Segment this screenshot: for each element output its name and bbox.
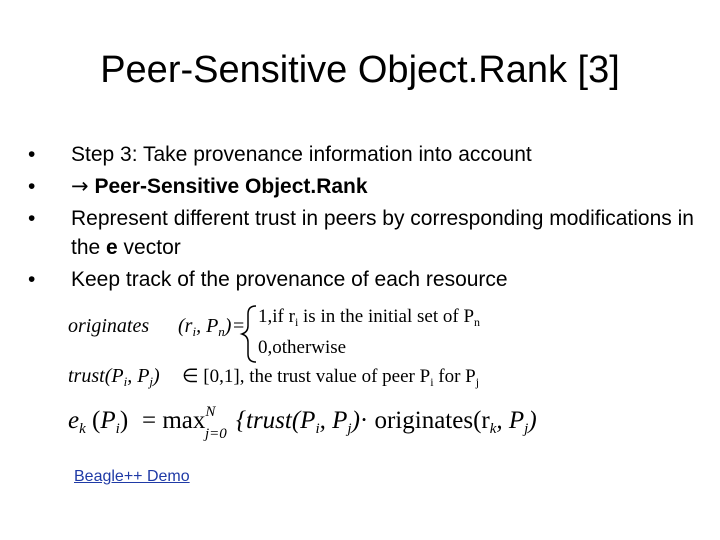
case-one: 1,if $r_i$ is in the initial set of $P_n$ [258, 306, 481, 329]
bullet-keep-track [28, 265, 708, 294]
bullet-text: Peer-Sensitive Object.Rank [94, 175, 368, 198]
bullet-text: Represent different trust in peers by corresponding modifications in the [71, 207, 694, 259]
trust-definition: ∈ [0,1], the trust value of peer $P_i$ for $P_j$ [182, 366, 480, 389]
ek-body: {$trust(P_i$, $P_j)\cdot$ $originates(r_k$, $P_j$) [236, 407, 537, 437]
bullet-list [28, 140, 708, 297]
bullet-text: Step 3: Take provenance information into account [71, 143, 532, 166]
equals-sign: = [233, 315, 245, 337]
trust-formula [68, 365, 479, 389]
originates-formula [68, 306, 480, 362]
originates-label: originates [68, 315, 150, 337]
slide-title: Peer-Sensitive Object.Rank [3] [100, 49, 620, 91]
case-two: 0,otherwise [258, 337, 347, 358]
bullet-text: Keep track of the provenance of each resource [71, 268, 508, 291]
originates-args: ($r_i$, $P_n$) [178, 315, 232, 339]
bullet-step-3 [28, 140, 708, 169]
beagle-demo-link[interactable]: Beagle++ Demo [74, 468, 190, 485]
arrow-right-icon: → [71, 174, 89, 198]
bullet-text-end: vector [117, 236, 181, 259]
bullet-peer-sensitive [28, 172, 708, 201]
e-vector-emphasis: e [106, 236, 118, 259]
formula-block [68, 300, 628, 450]
trust-expression: $trust(P_i$, $P_j$) [68, 365, 160, 389]
bullet-represent-trust [28, 204, 708, 262]
max-subscript: j=0 [205, 426, 227, 442]
ek-lhs: $e_k$ $(P_i)$ [68, 407, 129, 437]
ek-formula [68, 404, 537, 442]
max-operator: = $\max^N$ [142, 404, 216, 434]
